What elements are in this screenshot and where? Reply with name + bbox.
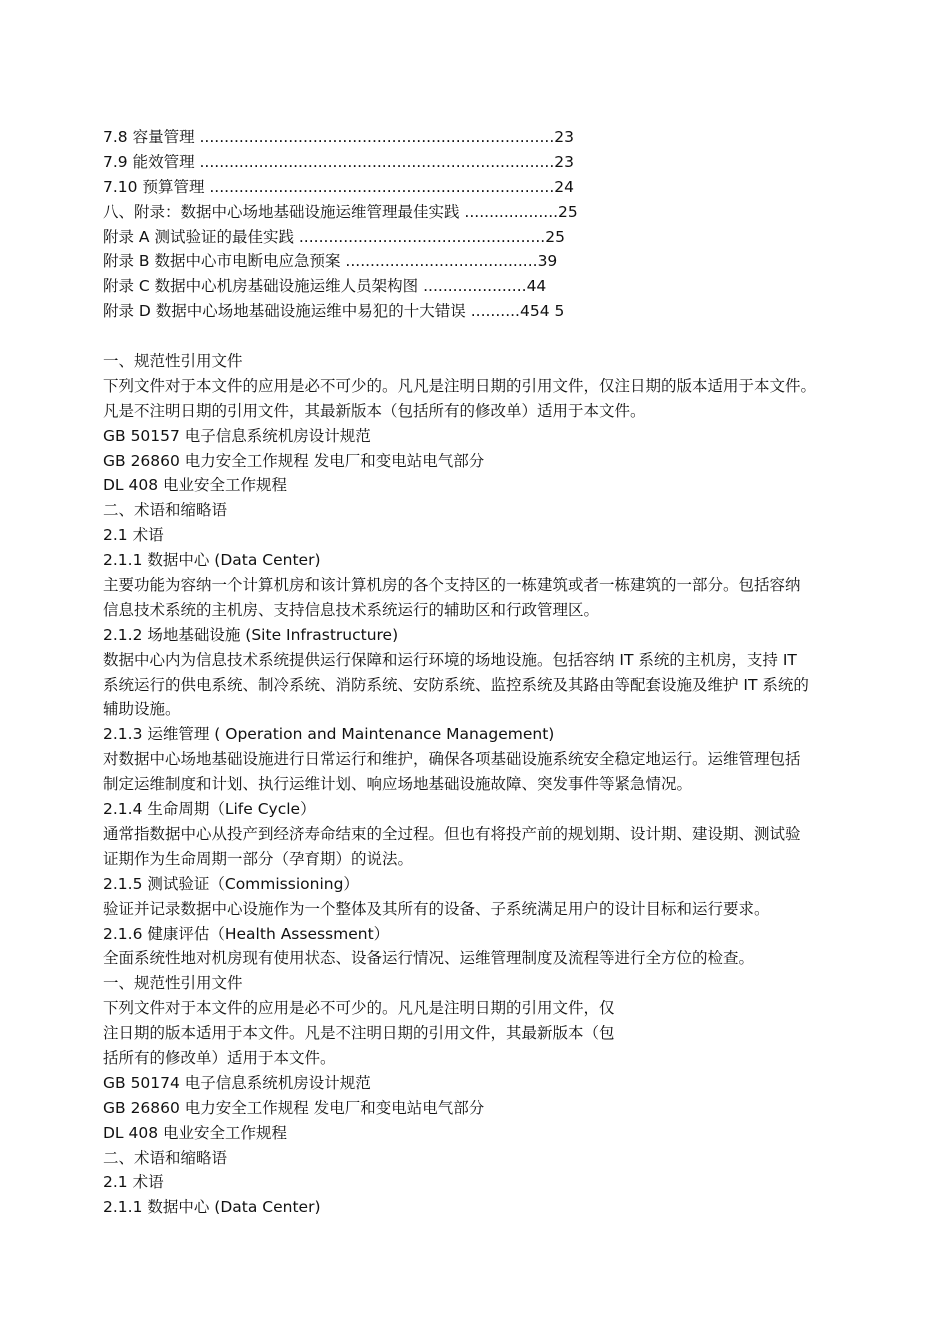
body-text-line: 系统运行的供电系统、制冷系统、消防系统、安防系统、监控系统及其路由等配套设施及维护 IT 系统的 [103, 675, 809, 694]
body-text-line: 辅助设施。 [103, 700, 181, 719]
toc-entry: 附录 B 数据中心市电断电应急预案 .......................................39 [103, 252, 558, 271]
body-text-line: 数据中心内为信息技术系统提供运行保障和运行环境的场地设施。包括容纳 IT 系统的主机房，支持 IT [103, 650, 797, 669]
body-text-line: 证期作为生命周期一部分（孕育期）的说法。 [103, 849, 414, 868]
body-text-line: 对数据中心场地基础设施进行日常运行和维护，确保各项基础设施系统安全稳定地运行。运维管理包括 [103, 750, 801, 769]
reference-entry: GB 50157 电子信息系统机房设计规范 [103, 426, 371, 445]
document-body [103, 349, 893, 1220]
toc-entry: 7.8 容量管理 ........................................................................23 [103, 128, 574, 146]
term-heading: 2.1.1 数据中心 (Data Center) [103, 1198, 321, 1217]
term-heading: 2.1.4 生命周期（Life Cycle） [103, 800, 316, 819]
section-heading: 二、术语和缩略语 [103, 501, 228, 520]
document-page [103, 125, 893, 1220]
toc-entry: 附录 D 数据中心场地基础设施运维中易犯的十大错误 ..........454 5 [103, 302, 565, 321]
toc-entry: 八、附录：数据中心场地基础设施运维管理最佳实践 ...................25 [103, 202, 578, 221]
body-text-line: 括所有的修改单）适用于本文件。 [103, 1048, 336, 1067]
section-spacer [103, 324, 893, 349]
term-heading: 2.1.2 场地基础设施 (Site Infrastructure) [103, 625, 399, 644]
reference-entry: GB 26860 电力安全工作规程 发电厂和变电站电气部分 [103, 451, 485, 470]
term-heading: 2.1.1 数据中心 (Data Center) [103, 551, 321, 570]
term-heading: 2.1.6 健康评估（Health Assessment） [103, 924, 390, 943]
subsection-heading: 2.1 术语 [103, 1173, 164, 1192]
term-heading: 2.1.3 运维管理 ( Operation and Maintenance Management) [103, 725, 555, 744]
table-of-contents [103, 125, 893, 324]
reference-entry: DL 408 电业安全工作规程 [103, 1123, 288, 1142]
section-heading: 二、术语和缩略语 [103, 1148, 228, 1167]
toc-entry: 7.9 能效管理 ........................................................................23 [103, 152, 574, 171]
body-text-line: 验证并记录数据中心设施作为一个整体及其所有的设备、子系统满足用户的设计目标和运行要求。 [103, 899, 770, 918]
toc-entry: 附录 A 测试验证的最佳实践 ..................................................25 [103, 227, 565, 246]
reference-entry: GB 50174 电子信息系统机房设计规范 [103, 1073, 371, 1092]
term-heading: 2.1.5 测试验证（Commissioning） [103, 874, 359, 893]
body-text-line: 下列文件对于本文件的应用是必不可少的。凡凡是注明日期的引用文件，仅 [103, 999, 615, 1018]
body-text-line: 信息技术系统的主机房、支持信息技术系统运行的辅助区和行政管理区。 [103, 600, 600, 619]
body-text-line: 制定运维制度和计划、执行运维计划、响应场地基础设施故障、突发事件等紧急情况。 [103, 775, 693, 794]
toc-entry: 7.10 预算管理 ......................................................................24 [103, 177, 574, 196]
body-text-line: 主要功能为容纳一个计算机房和该计算机房的各个支持区的一栋建筑或者一栋建筑的一部分。包括容纳 [103, 576, 801, 595]
body-text-line: 全面系统性地对机房现有使用状态、设备运行情况、运维管理制度及流程等进行全方位的检查。 [103, 949, 755, 968]
toc-entry: 附录 C 数据中心机房基础设施运维人员架构图 .....................44 [103, 277, 547, 296]
subsection-heading: 2.1 术语 [103, 526, 164, 545]
section-heading: 一、规范性引用文件 [103, 974, 243, 993]
reference-entry: GB 26860 电力安全工作规程 发电厂和变电站电气部分 [103, 1098, 485, 1117]
section-heading: 一、规范性引用文件 [103, 352, 243, 371]
reference-entry: DL 408 电业安全工作规程 [103, 476, 288, 495]
body-text-line: 注日期的版本适用于本文件。凡是不注明日期的引用文件，其最新版本（包 [103, 1024, 615, 1043]
body-text-line: 下列文件对于本文件的应用是必不可少的。凡凡是注明日期的引用文件，仅注日期的版本适用于本文件。 [103, 376, 817, 395]
body-text-line: 通常指数据中心从投产到经济寿命结束的全过程。但也有将投产前的规划期、设计期、建设期、测试验 [103, 824, 801, 843]
body-text-line: 凡是不注明日期的引用文件，其最新版本（包括所有的修改单）适用于本文件。 [103, 401, 646, 420]
